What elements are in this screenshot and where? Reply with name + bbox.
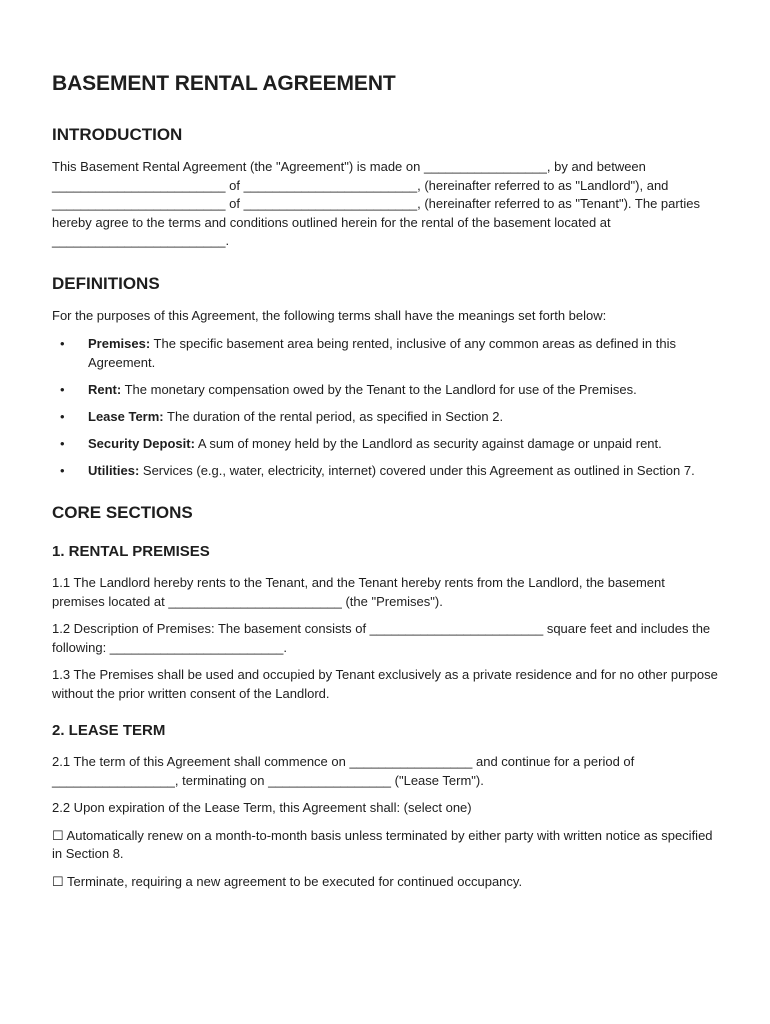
definition-term: Rent: <box>88 381 122 397</box>
definition-term: Security Deposit: <box>88 435 195 451</box>
rental-premises-heading: 1. RENTAL PREMISES <box>52 543 210 560</box>
clause-1-3: 1.3 The Premises shall be used and occupied by Tenant exclusively as a private residence and for no other purpose without the prior written consent of the Landlord. <box>52 667 718 701</box>
renewal-option-checkbox[interactable]: ☐ Automatically renew on a month-to-month basis unless terminated by either party with written notice as specified in Section 8. <box>52 827 713 861</box>
list-item <box>52 462 718 481</box>
list-item <box>52 335 718 372</box>
lease-term-heading: 2. LEASE TERM <box>52 722 166 739</box>
rental-premises-section <box>52 542 718 703</box>
definition-text: The duration of the rental period, as specified in Section 2. <box>163 408 504 424</box>
definitions-lead: For the purposes of this Agreement, the following terms shall have the meanings set forth below: <box>52 307 607 323</box>
list-item <box>52 381 718 400</box>
definition-text: The specific basement area being rented, inclusive of any common areas as defined in this Agreement. <box>88 336 676 370</box>
definitions-section <box>52 273 718 481</box>
bullet-icon: • <box>60 381 65 397</box>
definition-term: Lease Term: <box>88 408 164 424</box>
definition-term: Premises: <box>88 336 151 351</box>
clause-2-1: 2.1 The term of this Agreement shall commence on _________________ and continue for a period of _________________, terminating on _________________ ("Lease Term"). <box>52 754 635 788</box>
lease-term-section <box>52 721 718 891</box>
introduction-heading: INTRODUCTION <box>52 125 183 144</box>
definition-text: The monetary compensation owed by the Tenant to the Landlord for use of the Premises. <box>121 381 637 397</box>
clause-1-1: 1.1 The Landlord hereby rents to the Tenant, and the Tenant hereby rents from the Landlord, the basement premises located at ________________________ (the "Premises"). <box>52 575 665 609</box>
clause-2-2: 2.2 Upon expiration of the Lease Term, this Agreement shall: (select one) <box>52 800 472 815</box>
introduction-paragraph: This Basement Rental Agreement (the "Agreement") is made on _________________, by and between ________________________ of ________________________, (hereinafter referred to as "Landlord"), and ________________________ of ________________________, (hereinafter referred to as "Tenant"). The parties hereby agree to the terms and conditions outlined herein for the rental of the basement located at ________________________. <box>52 159 700 248</box>
bullet-icon: • <box>60 408 65 424</box>
definitions-list <box>52 335 718 480</box>
list-item <box>52 408 718 427</box>
bullet-icon: • <box>60 462 65 478</box>
definition-text: A sum of money held by the Landlord as security against damage or unpaid rent. <box>194 435 662 451</box>
terminate-option-checkbox[interactable]: ☐ Terminate, requiring a new agreement to be executed for continued occupancy. <box>52 873 523 889</box>
definitions-heading: DEFINITIONS <box>52 273 160 293</box>
document-title: BASEMENT RENTAL AGREEMENT <box>52 72 396 95</box>
list-item <box>52 435 718 454</box>
core-sections-heading: CORE SECTIONS <box>52 503 193 522</box>
bullet-icon: • <box>60 435 65 451</box>
bullet-icon: • <box>60 336 65 351</box>
definition-term: Utilities: <box>88 462 140 478</box>
core-sections <box>52 502 718 891</box>
clause-1-2: 1.2 Description of Premises: The basement consists of ________________________ square feet and includes the following: ________________________. <box>52 621 711 655</box>
definition-text: Services (e.g., water, electricity, internet) covered under this Agreement as outlined in Section 7. <box>139 462 695 478</box>
